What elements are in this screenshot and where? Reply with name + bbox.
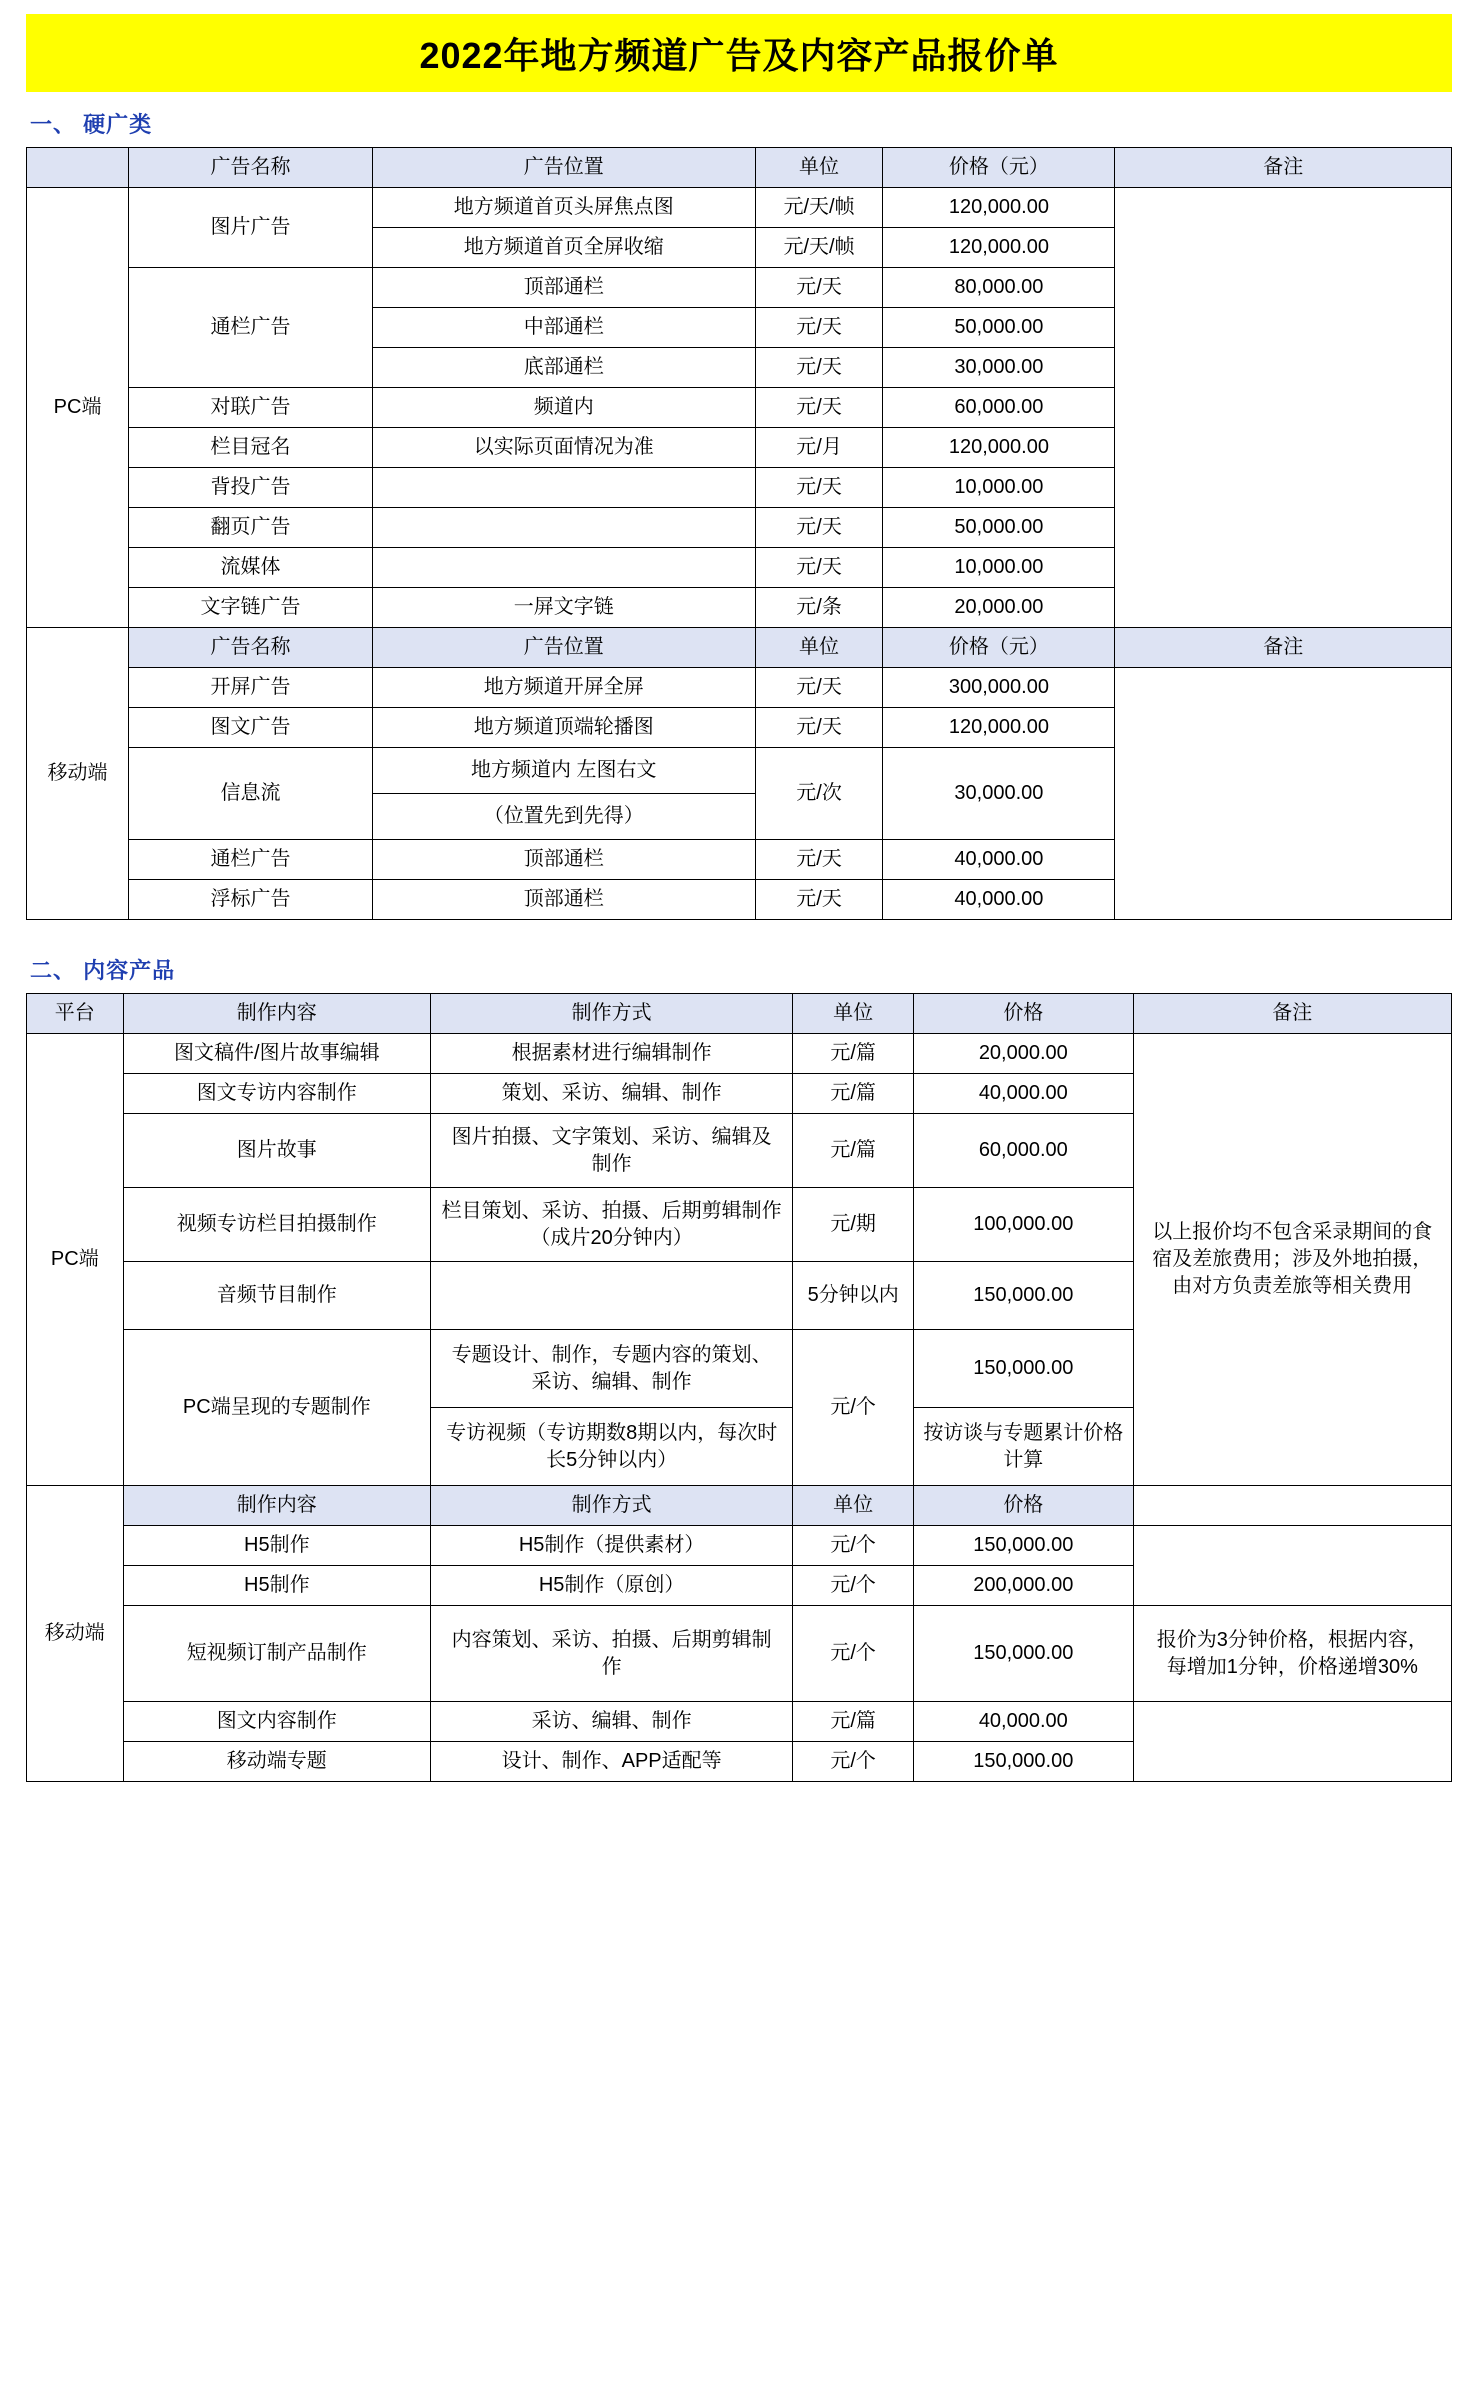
unit: 元/篇 [793,1702,914,1742]
header-price: 价格 [914,1486,1134,1526]
ad-name: 栏目冠名 [129,428,373,468]
content-name: 图片故事 [123,1114,430,1188]
price: 200,000.00 [914,1566,1134,1606]
platform-label-mobile: 移动端 [27,628,129,920]
ad-position: 中部通栏 [372,308,755,348]
table-subheader-row [27,1486,1452,1526]
unit: 元/天 [755,880,883,920]
ad-name: 文字链广告 [129,588,373,628]
unit: 元/条 [755,588,883,628]
header-unit: 单位 [793,994,914,1034]
header-ad-position: 广告位置 [372,628,755,668]
content-name: H5制作 [123,1566,430,1606]
ad-position: （位置先到先得） [372,794,755,840]
price: 30,000.00 [883,748,1115,840]
table-row [27,1606,1452,1702]
header-content: 制作内容 [123,1486,430,1526]
ad-position: 地方频道开屏全屏 [372,668,755,708]
note-pc: 以上报价均不包含采录期间的食宿及差旅费用；涉及外地拍摄，由对方负责差旅等相关费用 [1133,1034,1451,1486]
price: 300,000.00 [883,668,1115,708]
header-unit: 单位 [755,148,883,188]
ad-name: 对联广告 [129,388,373,428]
ad-position [372,468,755,508]
unit: 元/天/帧 [755,228,883,268]
content-name: PC端呈现的专题制作 [123,1330,430,1486]
ad-name: 开屏广告 [129,668,373,708]
method: 策划、采访、编辑、制作 [431,1074,793,1114]
content-products-table [26,993,1452,1782]
header-unit: 单位 [793,1486,914,1526]
method: 设计、制作、APP适配等 [431,1742,793,1782]
price: 40,000.00 [914,1074,1134,1114]
note [1133,1702,1451,1782]
price: 30,000.00 [883,348,1115,388]
price: 按访谈与专题累计价格计算 [914,1408,1134,1486]
document-title-banner [26,14,1452,92]
table-header-row [27,148,1452,188]
price: 100,000.00 [914,1188,1134,1262]
ad-position: 以实际页面情况为准 [372,428,755,468]
unit: 元/天 [755,268,883,308]
ad-name: 浮标广告 [129,880,373,920]
unit: 元/篇 [793,1074,914,1114]
unit: 元/天 [755,668,883,708]
method: 专访视频（专访期数8期以内，每次时长5分钟以内） [431,1408,793,1486]
ad-name: 信息流 [129,748,373,840]
unit: 元/次 [755,748,883,840]
table-row [27,1702,1452,1742]
header-note-blank [1133,1486,1451,1526]
header-blank-cell [27,148,129,188]
method: H5制作（原创） [431,1566,793,1606]
unit: 元/篇 [793,1034,914,1074]
unit: 元/天 [755,348,883,388]
section-heading-hard-ads: 一、 硬广类 [30,112,153,137]
method: 采访、编辑、制作 [431,1702,793,1742]
platform-label-pc: PC端 [27,1034,124,1486]
ad-position: 地方频道顶端轮播图 [372,708,755,748]
content-name: 音频节目制作 [123,1262,430,1330]
ad-name: 通栏广告 [129,268,373,388]
header-price: 价格（元） [883,628,1115,668]
price: 20,000.00 [883,588,1115,628]
unit: 元/天 [755,388,883,428]
note-mobile: 报价为3分钟价格，根据内容，每增加1分钟，价格递增30% [1133,1606,1451,1702]
price: 40,000.00 [883,880,1115,920]
header-price: 价格 [914,994,1134,1034]
method: 根据素材进行编辑制作 [431,1034,793,1074]
unit: 元/天 [755,468,883,508]
content-name: H5制作 [123,1526,430,1566]
price: 150,000.00 [914,1606,1134,1702]
unit: 5分钟以内 [793,1262,914,1330]
method: 栏目策划、采访、拍摄、后期剪辑制作（成片20分钟内） [431,1188,793,1262]
ad-name: 图片广告 [129,188,373,268]
unit: 元/个 [793,1526,914,1566]
price: 150,000.00 [914,1742,1134,1782]
note [1115,188,1452,628]
ad-name: 流媒体 [129,548,373,588]
ad-position: 地方频道首页头屏焦点图 [372,188,755,228]
ad-name: 图文广告 [129,708,373,748]
table-row [27,1034,1452,1074]
price: 10,000.00 [883,468,1115,508]
price: 120,000.00 [883,228,1115,268]
platform-label-mobile: 移动端 [27,1486,124,1782]
ad-position [372,508,755,548]
price: 60,000.00 [883,388,1115,428]
unit: 元/篇 [793,1114,914,1188]
header-method: 制作方式 [431,994,793,1034]
price: 150,000.00 [914,1330,1134,1408]
ad-position: 顶部通栏 [372,840,755,880]
header-unit: 单位 [755,628,883,668]
price: 120,000.00 [883,188,1115,228]
unit: 元/天 [755,840,883,880]
price: 40,000.00 [883,840,1115,880]
method: 专题设计、制作，专题内容的策划、采访、编辑、制作 [431,1330,793,1408]
content-name: 图文稿件/图片故事编辑 [123,1034,430,1074]
price: 50,000.00 [883,308,1115,348]
unit: 元/个 [793,1330,914,1486]
price: 80,000.00 [883,268,1115,308]
note [1115,668,1452,920]
ad-name: 背投广告 [129,468,373,508]
unit: 元/天 [755,548,883,588]
section-heading-content-products: 二、 内容产品 [30,958,176,983]
note [1133,1526,1451,1606]
price: 60,000.00 [914,1114,1134,1188]
price: 120,000.00 [883,428,1115,468]
price: 20,000.00 [914,1034,1134,1074]
header-note: 备注 [1115,148,1452,188]
unit: 元/个 [793,1606,914,1702]
header-ad-position: 广告位置 [372,148,755,188]
method: 图片拍摄、文字策划、采访、编辑及制作 [431,1114,793,1188]
content-name: 图文专访内容制作 [123,1074,430,1114]
table-row [27,668,1452,708]
table-header-row [27,994,1452,1034]
hard-ads-table [26,147,1452,920]
price: 50,000.00 [883,508,1115,548]
header-price: 价格（元） [883,148,1115,188]
method: 内容策划、采访、拍摄、后期剪辑制作 [431,1606,793,1702]
unit: 元/天 [755,708,883,748]
header-note: 备注 [1115,628,1452,668]
method [431,1262,793,1330]
ad-position: 频道内 [372,388,755,428]
platform-label-pc: PC端 [27,188,129,628]
price: 150,000.00 [914,1526,1134,1566]
unit: 元/天/帧 [755,188,883,228]
unit: 元/个 [793,1566,914,1606]
content-name: 视频专访栏目拍摄制作 [123,1188,430,1262]
ad-name: 通栏广告 [129,840,373,880]
header-note: 备注 [1133,994,1451,1034]
document-title: 2022年地方频道广告及内容产品报价单 [419,34,1059,76]
unit: 元/天 [755,308,883,348]
header-platform: 平台 [27,994,124,1034]
table-row [27,1526,1452,1566]
ad-position: 顶部通栏 [372,880,755,920]
ad-name: 翻页广告 [129,508,373,548]
header-method: 制作方式 [431,1486,793,1526]
price: 120,000.00 [883,708,1115,748]
ad-position: 地方频道内 左图右文 [372,748,755,794]
method: H5制作（提供素材） [431,1526,793,1566]
content-name: 图文内容制作 [123,1702,430,1742]
unit: 元/个 [793,1742,914,1782]
unit: 元/期 [793,1188,914,1262]
table-subheader-row [27,628,1452,668]
header-content: 制作内容 [123,994,430,1034]
ad-position: 一屏文字链 [372,588,755,628]
unit: 元/月 [755,428,883,468]
unit: 元/天 [755,508,883,548]
content-name: 短视频订制产品制作 [123,1606,430,1702]
header-ad-name: 广告名称 [129,628,373,668]
table-row [27,188,1452,228]
content-name: 移动端专题 [123,1742,430,1782]
ad-position [372,548,755,588]
ad-position: 底部通栏 [372,348,755,388]
header-ad-name: 广告名称 [129,148,373,188]
ad-position: 顶部通栏 [372,268,755,308]
price: 150,000.00 [914,1262,1134,1330]
price: 10,000.00 [883,548,1115,588]
price: 40,000.00 [914,1702,1134,1742]
ad-position: 地方频道首页全屏收缩 [372,228,755,268]
